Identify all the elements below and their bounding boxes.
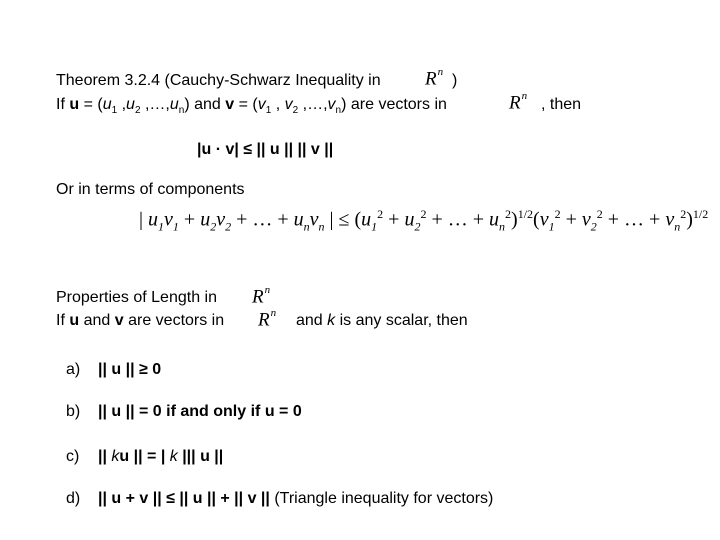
sub-2: 2 [134,105,141,117]
component-formula: | $u_1v_1 + u_2v_2$ + … + $u_nv_n$ | ≤ ($u_1^2 + u_2^2$ + … + $u_n^2)^{1/2}(v_1^2 + v_2^2$ + … + $v_n^2)^{1/2}$ [139,207,709,234]
scalar-k-3: k [169,448,178,465]
vector-u-2: u [69,312,80,329]
sub-n: n [178,105,185,117]
vector-v: v [225,96,235,113]
norm-open: || [98,448,112,465]
theorem-title-text: Theorem 3.2.4 (Cauchy-Schwarz Inequality in [56,72,381,89]
property-c [66,448,223,466]
theorem-title [56,71,381,91]
sub-1: 1 [111,105,118,117]
scalar-clause [296,311,468,331]
vsub-1: 1 [265,105,272,117]
equals: = ( [79,96,103,113]
exponent-2: 1/2 [692,207,709,221]
vector-v-2: v [114,312,124,329]
exponent-1: 1/2 [517,207,534,221]
un: u [169,96,179,113]
vn: v [327,96,336,113]
and-word-2: and [83,312,111,329]
and-word-3: and [296,312,323,329]
property-label: d) [66,490,81,507]
theorem-title-close: ) [452,72,458,89]
property-text: || u + v || ≤ || u || + || v || [98,490,270,507]
properties-title: Properties of Length in [56,289,217,306]
scalar-clause-end: is any scalar, then [339,312,468,329]
scalar-k: k [327,312,336,329]
property-label: c) [66,448,80,465]
rn-symbol-2: $R^n$ [509,90,528,114]
rn-symbol-4: $R^n$ [258,307,277,331]
if-word-2: If [56,312,65,329]
vsub-n: n [335,105,342,117]
u2: u [126,96,135,113]
property-b [66,403,302,421]
u1: u [102,96,112,113]
v2: v [284,96,293,113]
property-label: b) [66,403,81,420]
property-label: a) [66,361,81,378]
rn-R: R [425,68,437,90]
and-word: ) and [184,96,226,113]
norm-mid: || = | [129,448,170,465]
property-text: || u || ≥ 0 [98,361,162,378]
vsub-2: 2 [292,105,299,117]
if-word: If [56,96,65,113]
rn-n: n [437,66,444,78]
cauchy-schwarz-inequality: |u · v| ≤ || u || || v || [197,141,334,158]
then-word: , then [541,96,582,113]
property-a [66,361,161,379]
rn-symbol [425,68,443,90]
components-label: Or in terms of components [56,181,245,198]
property-d [66,490,493,508]
are-vectors-in: ) are vectors in [341,96,447,113]
vector-u-3: u [119,448,130,465]
norm-end: ||| u || [177,448,224,465]
vector-u: u [69,96,80,113]
rn-symbol-3: $R^n$ [252,284,271,308]
triangle-note: (Triangle inequality for vectors) [274,490,494,507]
scalar-k-2: k [111,448,120,465]
are-vectors-in-2: are vectors in [128,312,225,329]
theorem-hypothesis: If $u = (u_1$ $,u_2$ $,\dots,u_n$) and $v = (v_1$ , $v_2$ $,\dots,v_n$) are vectors in [56,96,447,117]
v1: v [257,96,266,113]
properties-hypothesis [56,311,224,331]
property-text: || u || = 0 if and only if u = 0 [98,403,302,420]
